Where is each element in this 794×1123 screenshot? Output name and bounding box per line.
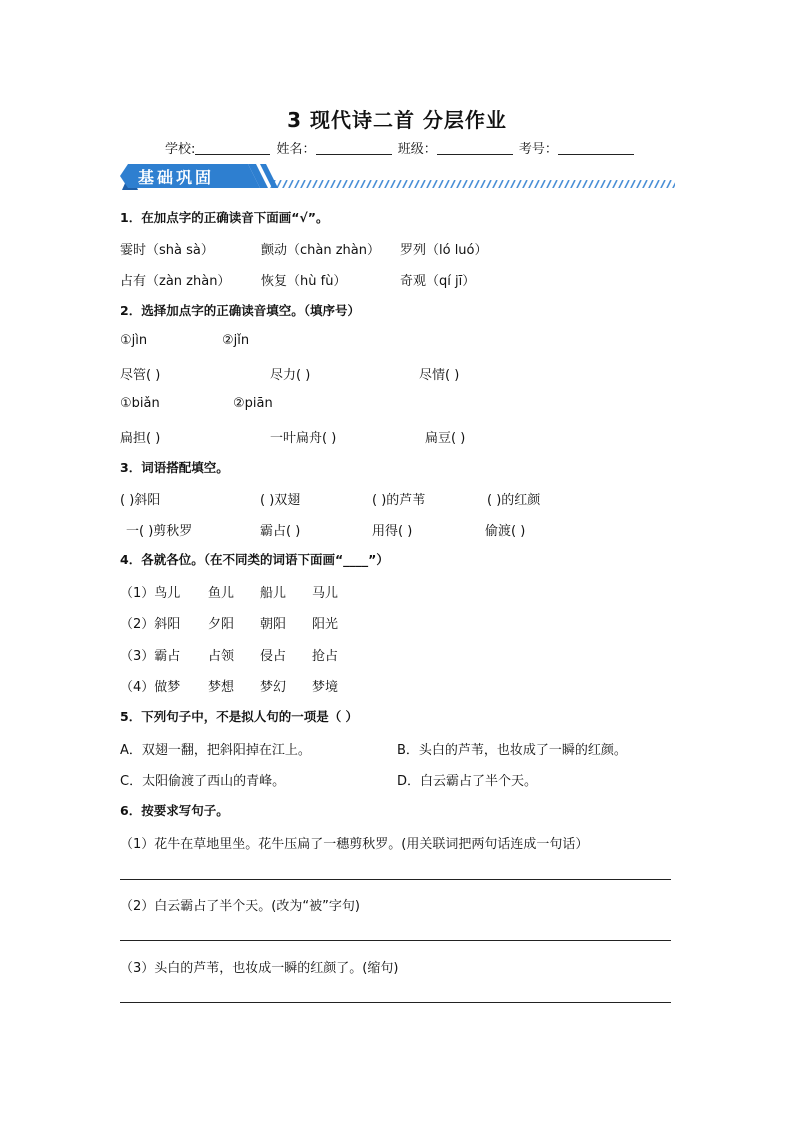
q2-option: ②jǐn [222, 333, 250, 348]
answer-line[interactable] [120, 879, 671, 880]
q3-blank-item[interactable]: 霸占( ) [260, 524, 301, 539]
answer-line[interactable] [120, 1002, 671, 1003]
school-field[interactable] [195, 140, 270, 155]
exam-no-field[interactable] [558, 140, 634, 155]
q3-blank-item[interactable]: ( )双翅 [260, 493, 301, 508]
student-info-line [165, 138, 634, 157]
q2-prompt: 2．选择加点字的正确读音填空。（填序号） [120, 303, 360, 318]
q4-word[interactable]: 占领 [208, 649, 235, 664]
class-label: 班级： [397, 142, 437, 157]
q2-blank-item[interactable]: 扁担( ) [120, 431, 161, 446]
q1-item: 罗列（ló luó） [400, 243, 488, 258]
q4-word[interactable]: 梦幻 [260, 680, 287, 695]
q5-option-a[interactable]: A．双翅一翻，把斜阳掉在江上。 [120, 743, 311, 758]
q5-prompt: 5．下列句子中，不是拟人句的一项是（ ） [120, 709, 359, 724]
section-banner [120, 160, 680, 194]
q3-blank-item[interactable]: 一( )剪秋罗 [126, 524, 193, 539]
q4-word[interactable]: （4）做梦 [120, 680, 181, 695]
q5-option-b[interactable]: B．头白的芦苇，也妆成了一瞬的红颜。 [397, 743, 627, 758]
q2-option: ①jìn [120, 333, 148, 348]
q4-prompt: 4．各就各位。（在不同类的词语下面画“____”） [120, 552, 389, 567]
q3-blank-item[interactable]: ( )的红颜 [487, 493, 541, 508]
q1-item: 奇观（qí jī） [400, 274, 476, 289]
q6-prompt: 6．按要求写句子。 [120, 803, 229, 818]
q1-item: 霎时（shà sà） [120, 243, 214, 258]
answer-line[interactable] [120, 940, 671, 941]
q1-item: 占有（zàn zhàn） [120, 274, 231, 289]
q5-option-c[interactable]: C．太阳偷渡了西山的青峰。 [120, 774, 286, 789]
q4-word[interactable]: 抢占 [312, 649, 339, 664]
q3-blank-item[interactable]: ( )斜阳 [120, 493, 161, 508]
q6-item: （2）白云霸占了半个天。(改为“被”字句) [120, 899, 360, 914]
class-field[interactable] [437, 140, 513, 155]
q4-word[interactable]: 梦想 [208, 680, 235, 695]
q4-word[interactable]: 阳光 [312, 617, 339, 632]
q2-blank-item[interactable]: 尽情( ) [419, 368, 460, 383]
q2-blank-item[interactable]: 尽力( ) [270, 368, 311, 383]
q4-word[interactable]: （3）霸占 [120, 649, 181, 664]
q3-prompt: 3．词语搭配填空。 [120, 460, 229, 475]
q4-word[interactable]: 夕阳 [208, 617, 235, 632]
exam-no-label: 考号： [518, 142, 558, 157]
q4-word[interactable]: 梦境 [312, 680, 339, 695]
q4-word[interactable]: （2）斜阳 [120, 617, 181, 632]
q6-item: （3）头白的芦苇，也妆成一瞬的红颜了。(缩句) [120, 961, 399, 976]
banner-hatch-stripe [270, 180, 675, 188]
section-banner-label: 基础巩固 [138, 168, 215, 187]
q6-item: （1）花牛在草地里坐。花牛压扁了一穗剪秋罗。(用关联词把两句话连成一句话） [120, 837, 589, 852]
q1-item: 颤动（chàn zhàn） [261, 243, 380, 258]
q2-blank-item[interactable]: 扁豆( ) [425, 431, 466, 446]
q4-word[interactable]: 朝阳 [260, 617, 287, 632]
q3-blank-item[interactable]: ( )的芦苇 [372, 493, 426, 508]
name-field[interactable] [316, 140, 392, 155]
school-label: 学校: [165, 142, 196, 157]
name-label: 姓名： [276, 142, 316, 157]
q1-item: 恢复（hù fù） [261, 274, 347, 289]
q4-word[interactable]: （1）鸟儿 [120, 586, 181, 601]
q5-option-d[interactable]: D．白云霸占了半个天。 [397, 774, 538, 789]
q2-blank-item[interactable]: 一叶扁舟( ) [270, 431, 337, 446]
q4-word[interactable]: 侵占 [260, 649, 287, 664]
q3-blank-item[interactable]: 用得( ) [372, 524, 413, 539]
q1-prompt: 1．在加点字的正确读音下面画“√”。 [120, 210, 329, 225]
worksheet-title: 3 现代诗二首 分层作业 [287, 108, 507, 132]
q3-blank-item[interactable]: 偷渡( ) [485, 524, 526, 539]
q4-word[interactable]: 船儿 [260, 586, 287, 601]
q4-word[interactable]: 马儿 [312, 586, 339, 601]
q2-option: ①biǎn [120, 396, 160, 411]
q2-blank-item[interactable]: 尽管( ) [120, 368, 161, 383]
q4-word[interactable]: 鱼儿 [208, 586, 235, 601]
q2-option: ②piān [233, 396, 273, 411]
